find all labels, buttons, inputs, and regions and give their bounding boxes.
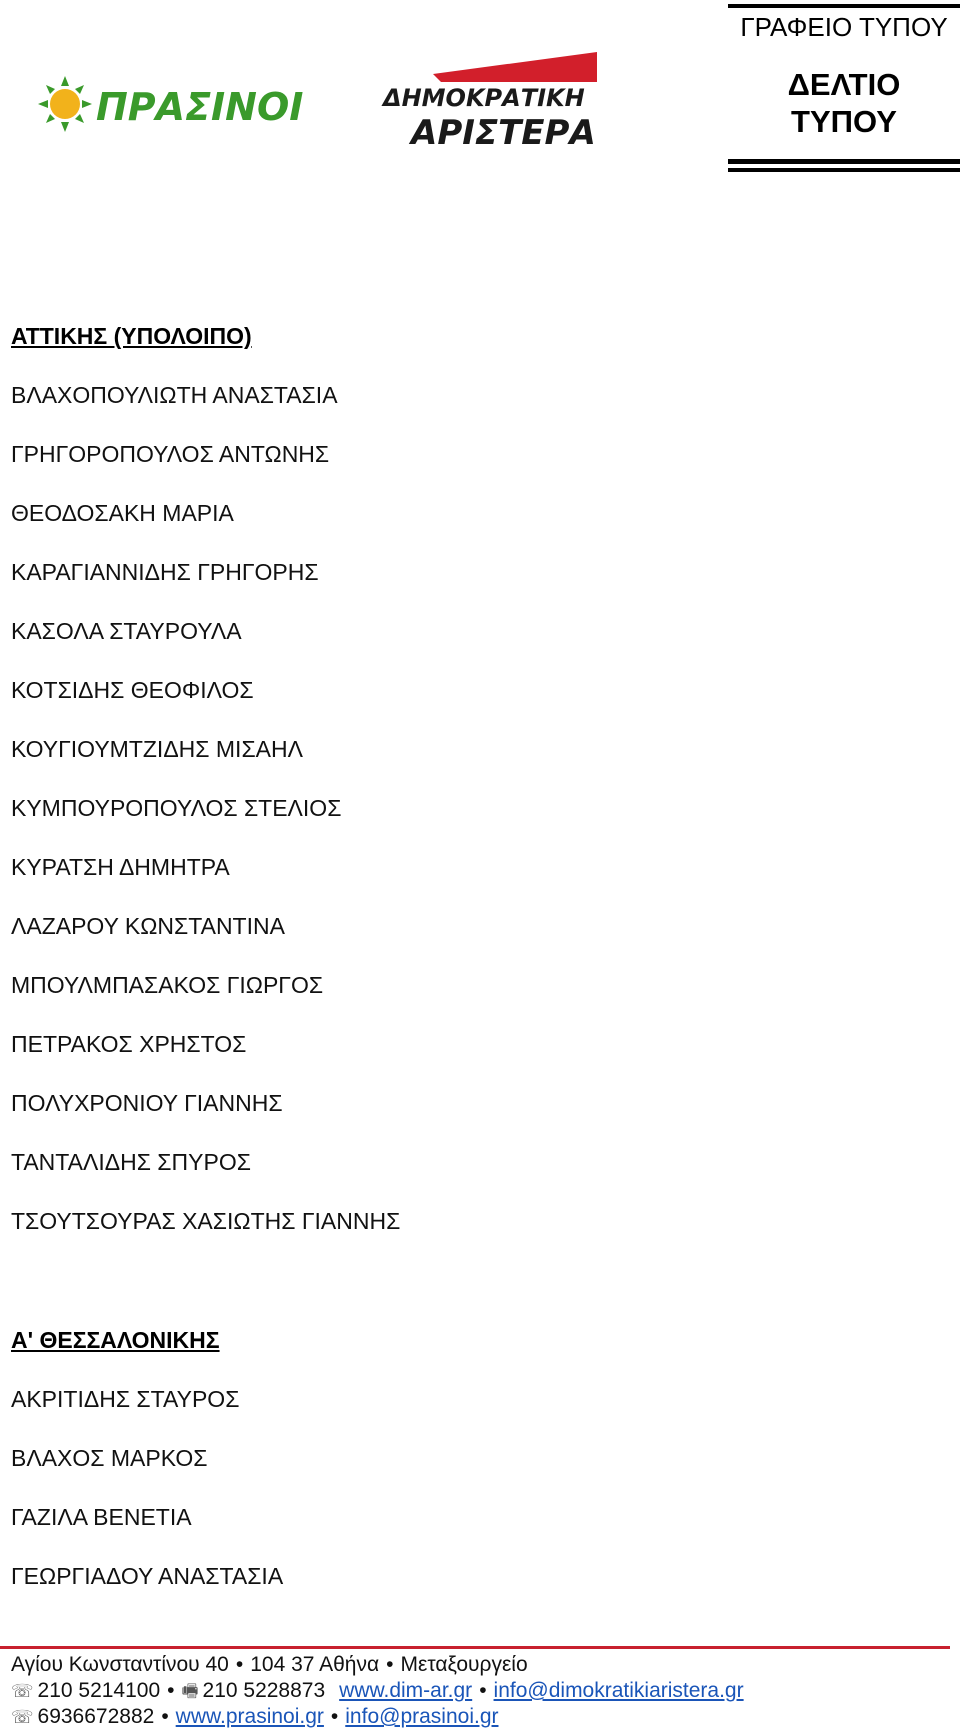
bottom-rule-thin xyxy=(728,168,960,172)
bullet-separator: • xyxy=(161,1705,169,1728)
candidate-name: ΑΚΡΙΤΙΔΗΣ ΣΤΑΥΡΟΣ xyxy=(11,1386,240,1412)
press-office-label: ΓΡΑΦΕΙΟ ΤΥΠΟΥ xyxy=(740,12,948,42)
dimar-logo xyxy=(383,52,603,152)
candidate-name: ΓΕΩΡΓΙΑΔΟΥ ΑΝΑΣΤΑΣΙΑ xyxy=(11,1563,284,1589)
section-thessaloniki-a xyxy=(11,1325,283,1620)
email-link-prasinoi[interactable]: info@prasinoi.gr xyxy=(345,1705,499,1728)
bottom-rule xyxy=(728,159,960,164)
bullet-separator: • xyxy=(235,1653,244,1676)
fax-icon: 🖷 xyxy=(181,1681,199,1701)
phone-number: 210 5214100 xyxy=(37,1679,161,1702)
candidate-name: ΠΕΤΡΑΚΟΣ ΧΡΗΣΤΟΣ xyxy=(11,1031,247,1057)
bullet-separator: • xyxy=(167,1679,175,1702)
area: Μεταξουργείο xyxy=(400,1653,528,1676)
mobile-number: 6936672882 xyxy=(37,1705,155,1728)
candidate-name: ΚΟΤΣΙΔΗΣ ΘΕΟΦΙΛΟΣ xyxy=(11,677,254,703)
dimar-logo-graphic xyxy=(383,52,603,152)
candidate-name: ΜΠΟΥΛΜΠΑΣΑΚΟΣ ΓΙΩΡΓΟΣ xyxy=(11,972,324,998)
candidate-name: ΒΛΑΧΟΠΟΥΛΙΩΤΗ ΑΝΑΣΤΑΣΙΑ xyxy=(11,382,338,408)
footer-contact-line-1 xyxy=(11,1678,951,1704)
prasinoi-logo-graphic xyxy=(38,74,304,134)
candidate-name: ΓΡΗΓΟΡΟΠΟΥΛΟΣ ΑΝΤΩΝΗΣ xyxy=(11,441,330,467)
phone-icon: ☏ xyxy=(11,1681,34,1701)
address: Αγίου Κωνσταντίνου 40 xyxy=(11,1653,229,1676)
dimar-wordmark-line2: ΑΡΙΣΤΕΡΑ xyxy=(411,113,596,153)
section-heading: ΑΤΤΙΚΗΣ (ΥΠΟΛΟΙΠΟ) xyxy=(11,323,252,349)
fax-number: 210 5228873 xyxy=(202,1679,326,1702)
candidate-name: ΒΛΑΧΟΣ ΜΑΡΚΟΣ xyxy=(11,1445,208,1471)
candidate-name: ΠΟΛΥΧΡΟΝΙΟΥ ΓΙΑΝΝΗΣ xyxy=(11,1090,283,1116)
footer-contact-line-2 xyxy=(11,1704,951,1730)
top-rule xyxy=(728,4,960,8)
prasinoi-wordmark: ΠΡΑΣΙΝΟΙ xyxy=(96,85,304,129)
postcode: 104 37 Αθήνα xyxy=(250,1653,380,1676)
candidate-name: ΘΕΟΔΟΣΑΚΗ ΜΑΡΙΑ xyxy=(11,500,234,526)
press-office-box xyxy=(728,0,960,175)
website-link-dimar[interactable]: www.dim-ar.gr xyxy=(339,1679,473,1702)
press-title-line1: ΔΕΛΤΙΟ xyxy=(787,67,901,102)
press-release-title xyxy=(728,66,960,140)
red-flag-icon xyxy=(433,52,597,82)
candidate-name: ΚΥΡΑΤΣΗ ΔΗΜΗΤΡΑ xyxy=(11,854,230,880)
candidate-name: ΚΑΣΟΛΑ ΣΤΑΥΡΟΥΛΑ xyxy=(11,618,242,644)
candidate-name: ΚΑΡΑΓΙΑΝΝΙΔΗΣ ΓΡΗΓΟΡΗΣ xyxy=(11,559,319,585)
candidate-name: ΚΥΜΠΟΥΡΟΠΟΥΛΟΣ ΣΤΕΛΙΟΣ xyxy=(11,795,342,821)
bullet-separator: • xyxy=(330,1705,339,1728)
website-link-prasinoi[interactable]: www.prasinoi.gr xyxy=(175,1705,324,1728)
email-link-dimar[interactable]: info@dimokratikiaristera.gr xyxy=(493,1679,744,1702)
section-attiki xyxy=(11,321,400,1265)
sun-icon xyxy=(38,76,92,132)
section-heading: Α' ΘΕΣΣΑΛΟΝΙΚΗΣ xyxy=(11,1327,220,1353)
candidate-name: ΛΑΖΑΡΟΥ ΚΩΝΣΤΑΝΤΙΝΑ xyxy=(11,913,285,939)
bullet-separator: • xyxy=(386,1653,394,1676)
dimar-wordmark-line1: ΔΗΜΟΚΡΑΤΙΚΗ xyxy=(383,84,585,112)
candidate-name: ΚΟΥΓΙΟΥΜΤΖΙΔΗΣ ΜΙΣΑΗΛ xyxy=(11,736,303,762)
candidate-name: ΤΑΝΤΑΛΙΔΗΣ ΣΠΥΡΟΣ xyxy=(11,1149,251,1175)
phone-icon: ☏ xyxy=(11,1707,34,1727)
prasinoi-logo xyxy=(38,74,304,134)
candidate-name: ΤΣΟΥΤΣΟΥΡΑΣ ΧΑΣΙΩΤΗΣ ΓΙΑΝΝΗΣ xyxy=(11,1208,401,1234)
bullet-separator: • xyxy=(479,1679,487,1702)
press-title-line2: ΤΥΠΟΥ xyxy=(791,104,897,139)
candidate-name: ΓΑΖΙΛΑ ΒΕΝΕΤΙΑ xyxy=(11,1504,192,1530)
footer-address-line xyxy=(11,1652,951,1678)
footer-rule xyxy=(0,1646,950,1649)
footer xyxy=(11,1652,951,1730)
